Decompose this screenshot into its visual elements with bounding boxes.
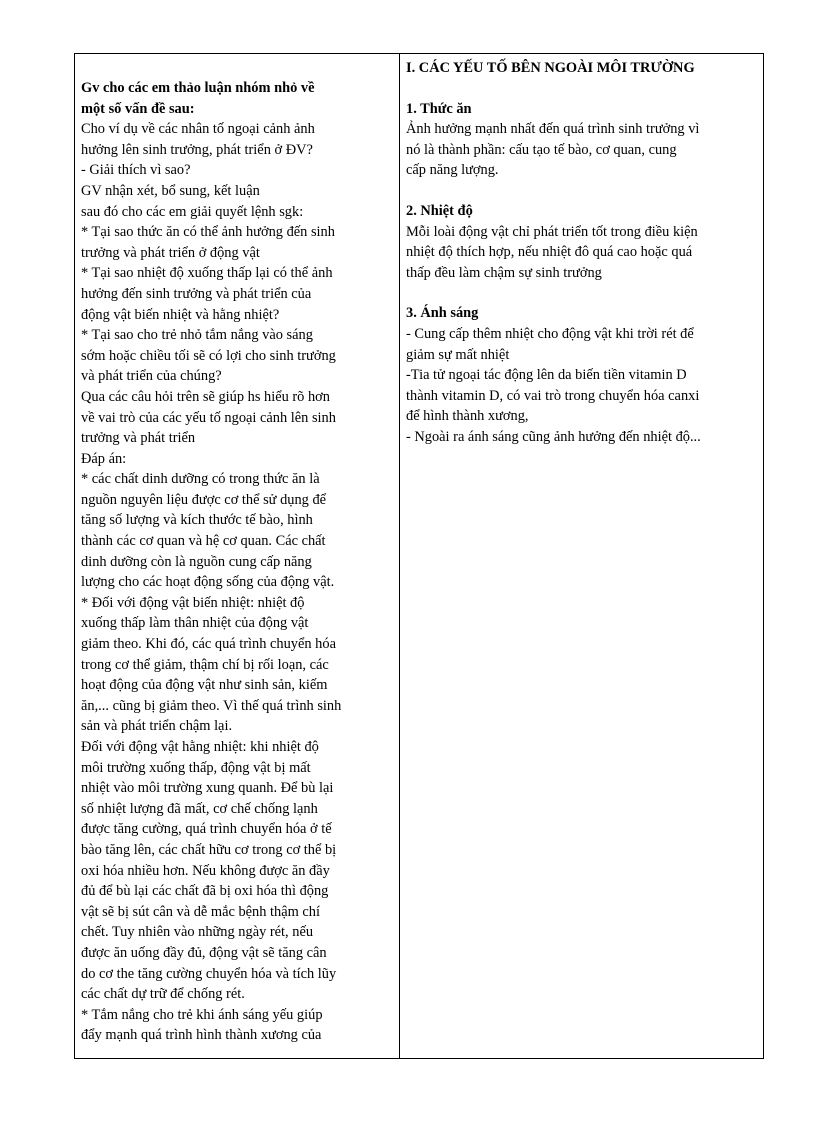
text-line: giảm theo. Khi đó, các quá trình chuyển hóa: [81, 636, 336, 653]
text-line: oxi hóa nhiều hơn. Nếu không được ăn đầy: [81, 862, 330, 879]
text-line: Ảnh hưởng mạnh nhất đến quá trình sinh trưởng vì: [406, 121, 700, 138]
text-line: - Ngoài ra ánh sáng cũng ảnh hưởng đến nhiệt độ...: [406, 428, 701, 445]
food-text: [406, 119, 757, 181]
text-line: * Tại sao thức ăn có thể ảnh hưởng đến sinh: [81, 224, 335, 241]
temperature-text: [406, 222, 757, 284]
text-line: sau đó cho các em giải quyết lệnh sgk:: [81, 203, 304, 220]
text-line: đủ để bù lại các chất đã bị oxi hóa thì động: [81, 883, 329, 900]
text-line: dinh dưỡng còn là nguồn cung cấp năng: [81, 553, 312, 570]
text-line: - Giải thích vì sao?: [81, 162, 191, 179]
text-line: đẩy mạnh quá trình hình thành xương của: [81, 1027, 322, 1044]
text-line: * Tại sao nhiệt độ xuống thấp lại có thể ảnh: [81, 265, 333, 282]
text-line: * Tại sao cho trẻ nhỏ tắm nắng vào sáng: [81, 327, 313, 344]
text-line: sớm hoặc chiều tối sẽ có lợi cho sinh trưởng: [81, 347, 336, 364]
text-line: nhiệt độ thích hợp, nếu nhiệt đô quá cao hoặc quá: [406, 244, 693, 261]
text-line: về vai trò của các yếu tố ngoại cảnh lên sinh: [81, 409, 336, 426]
text-line: thành vitamin D, có vai trò trong chuyển hóa canxi: [406, 387, 700, 404]
text-line: thấp đều làm chậm sự sinh trưởng: [406, 264, 602, 281]
text-line: môi trường xuống thấp, động vật bị mất: [81, 759, 311, 776]
text-line: Mỗi loài động vật chỉ phát triển tốt trong điều kiện: [406, 223, 698, 240]
text-line: Đáp án:: [81, 450, 127, 467]
text-line: nhiệt vào môi trường xung quanh. Để bù lại: [81, 780, 334, 797]
text-line: động vật biến nhiệt và hằng nhiệt?: [81, 306, 280, 323]
text-line: cấp năng lượng.: [406, 162, 499, 179]
intro-line: một số vấn đề sau:: [81, 100, 195, 117]
text-line: trưởng và phát triển: [81, 430, 196, 447]
text-line: được ăn uống đầy đủ, động vật sẽ tăng cân: [81, 944, 327, 961]
text-line: nguồn nguyên liệu được cơ thể sử dụng để: [81, 491, 327, 508]
text-line: và phát triển của chúng?: [81, 368, 222, 385]
text-line: để hình thành xương,: [406, 408, 529, 425]
heading-food: 1. Thức ăn: [406, 100, 472, 117]
activity-text: [81, 119, 393, 1046]
text-line: * các chất dinh dưỡng có trong thức ăn là: [81, 471, 320, 488]
text-line: thành các cơ quan và hệ cơ quan. Các chất: [81, 533, 326, 550]
text-line: -Tia tử ngoại tác động lên da biến tiền vitamin D: [406, 367, 687, 384]
section-title: I. CÁC YẾU TỐ BÊN NGOÀI MÔI TRƯỜNG: [406, 60, 695, 76]
text-line: Cho ví dụ về các nhân tố ngoại cảnh ảnh: [81, 121, 315, 138]
text-line: giảm sự mất nhiệt: [406, 346, 510, 363]
text-line: hoạt động của động vật như sinh sản, kiếm: [81, 677, 328, 694]
light-text: [406, 324, 757, 448]
text-line: lượng cho các hoạt động sống của động vật.: [81, 574, 335, 591]
lesson-table: [74, 53, 764, 1059]
text-line: sản và phát triển chậm lại.: [81, 718, 233, 735]
text-line: trưởng và phát triển ở động vật: [81, 244, 260, 261]
text-line: nó là thành phần: cấu tạo tế bào, cơ quan, cung: [406, 141, 677, 158]
teacher-activity-column: [75, 54, 400, 1058]
text-line: * Tắm nắng cho trẻ khi ánh sáng yếu giúp: [81, 1006, 323, 1023]
text-line: Đối với động vật hằng nhiệt: khi nhiệt độ: [81, 739, 319, 755]
text-line: do cơ the tăng cường chuyển hóa và tích lũy: [81, 965, 337, 982]
text-line: - Cung cấp thêm nhiệt cho động vật khi trời rét để: [406, 325, 694, 342]
text-line: * Đối với động vật biến nhiệt: nhiệt độ: [81, 594, 305, 611]
text-line: hưởng lên sinh trưởng, phát triển ở ĐV?: [81, 141, 313, 158]
text-line: số nhiệt lượng đã mất, cơ chế chống lạnh: [81, 800, 318, 817]
text-line: các chất dự trữ để chống rét.: [81, 986, 245, 1003]
text-line: được tăng cường, quá trình chuyển hóa ở tế: [81, 821, 332, 838]
text-line: tăng số lượng và kích thước tế bào, hình: [81, 512, 313, 529]
text-line: GV nhận xét, bổ sung, kết luận: [81, 182, 260, 199]
text-line: bào tăng lên, các chất hữu cơ trong cơ thể bị: [81, 841, 337, 858]
heading-light: 3. Ánh sáng: [406, 305, 479, 322]
content-column: [400, 54, 763, 1058]
text-line: hưởng đến sinh trưởng và phát triển của: [81, 285, 312, 302]
text-line: ăn,... cũng bị giảm theo. Vì thế quá trình sinh: [81, 697, 342, 714]
text-line: chết. Tuy nhiên vào những ngày rét, nếu: [81, 924, 314, 941]
text-line: trong cơ thể giảm, thậm chí bị rối loạn, các: [81, 656, 329, 673]
text-line: vật sẽ bị sút cân và dễ mắc bệnh thậm chí: [81, 903, 320, 920]
text-line: xuống thấp làm thân nhiệt của động vật: [81, 615, 309, 632]
intro-line: Gv cho các em thảo luận nhóm nhỏ về: [81, 80, 315, 96]
heading-temperature: 2. Nhiệt độ: [406, 202, 473, 219]
text-line: Qua các câu hỏi trên sẽ giúp hs hiểu rõ hơn: [81, 388, 330, 405]
